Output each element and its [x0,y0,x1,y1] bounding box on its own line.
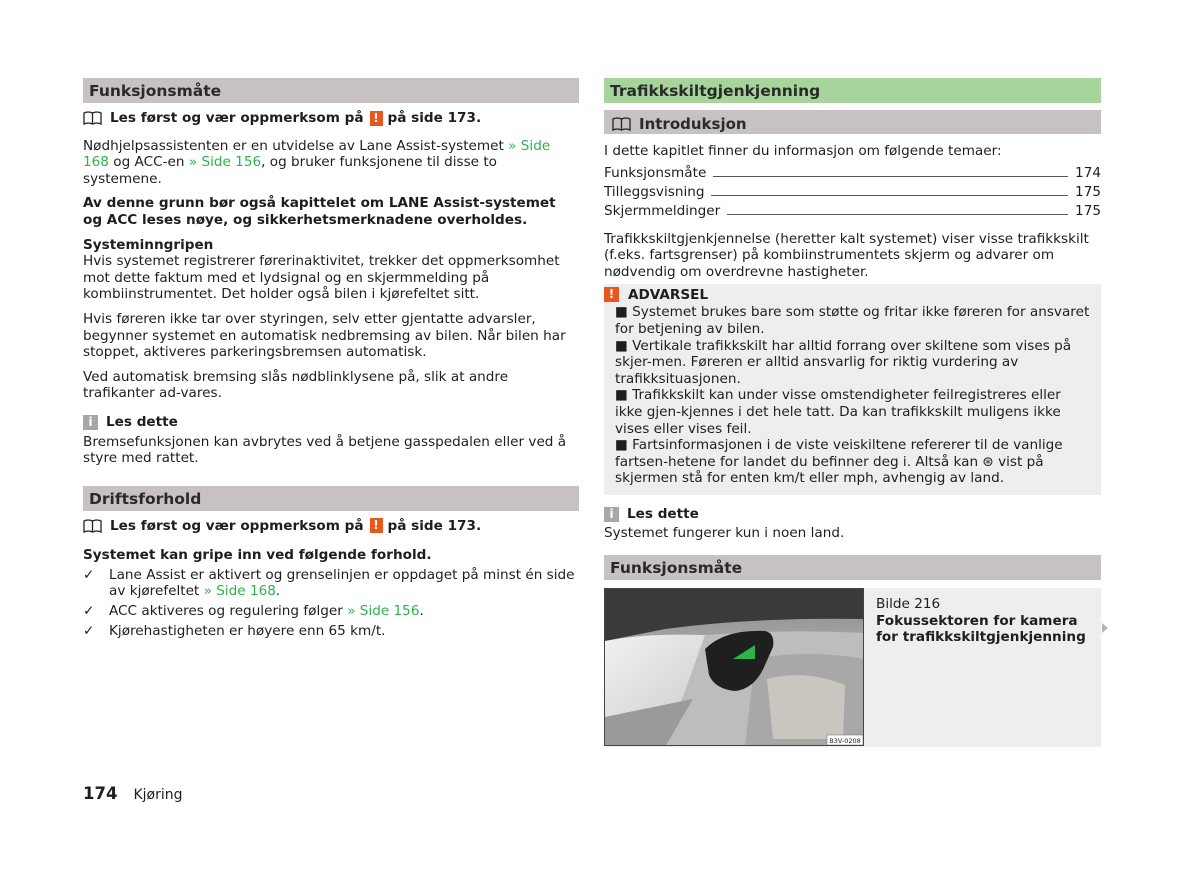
paragraph-intro: Nødhjelpsassistenten er en utvidelse av Lane Assist-systemet » Side 168 og ACC-en » Side 156, og bruker funksjonene til disse to systemene. [83,137,551,187]
warning-icon: ! [604,287,619,302]
section-heading-driftsforhold: Driftsforhold [83,486,579,511]
paragraph-bold-note: Av denne grunn bør også kapittelet om LANE Assist-systemet og ACC leses nøye, og sikkerhetsmerknadene overholdes. [83,195,556,228]
read-first-line-2 [83,518,579,535]
check-icon: ✓ [83,622,95,639]
chapter-name: Kjøring [133,787,183,803]
paragraph-conditions-intro: Systemet kan gripe inn ved følgende forhold. [83,547,432,564]
list-item: ✓ ACC aktiveres og regulering følger » Side 156. [83,603,424,620]
toc-row[interactable]: Tilleggsvisning 175 [604,184,1101,200]
read-first-line [83,110,579,127]
section-heading-funksjonsmate: Funksjonsmåte [83,78,579,103]
read-first-text: Les først og vær oppmerksom på [110,517,364,534]
note-heading: i Les dette [83,414,579,431]
warning-item: ■ Fartsinformasjonen i de viste veiskiltene refererer til de vanlige fartsen-hetene for landet du befinner deg i. Altså kan ⊛ vist på skjermen stå for enten km/t eller mph, avhengig av land. [615,437,1063,487]
read-first-text: Les først og vær oppmerksom på [110,110,364,126]
paragraph-systeminngripen: Hvis systemet registrerer førerinaktivitet, trekker det oppmerksomhet mot dette faktum med et lydsignal og en skjermmelding på kombiinstrumentet. Det holder også bilen i kjørefeltet sitt. [83,253,560,303]
intro-text: I dette kapitlet finner du informasjon om følgende temaer: [604,143,1002,159]
section-heading-trafikkskilt: Trafikkskiltgjenkjenning [604,78,1101,103]
conditions-list [83,567,579,639]
section-heading-funksjonsmate-2: Funksjonsmåte [604,555,1101,580]
warning-icon: ! [370,111,383,126]
subheading-introduksjon: Introduksjon [604,110,1101,134]
figure-caption-block [864,588,1101,747]
note-heading: i Les dette [604,506,1101,523]
paragraph-braking: Hvis føreren ikke tar over styringen, selv etter gjentatte advarsler, begynner systemet en automatisk nedbremsing av bilen. Når bilen har stoppet, aktiveres parkeringsbremsen automatisk. [83,310,566,361]
left-column [83,78,579,639]
figure-image [604,588,864,746]
link-side-168[interactable]: » Side 168 [203,583,276,600]
arrow-right-icon[interactable] [1102,623,1108,633]
figure-block [604,588,1101,747]
link-side-156[interactable]: » Side 156 [188,154,262,171]
warning-box [604,284,1101,495]
book-icon [83,111,102,125]
page-number: 174 [83,784,118,803]
list-item: ✓ Lane Assist er aktivert og grenselinjen er oppdaget på minst én side av kjørefeltet » Side 168. [83,566,575,600]
list-item: ✓ Kjørehastigheten er høyere enn 65 km/t. [83,622,386,639]
subheading-systeminngripen: Systeminngripen [83,236,214,253]
note-text: Bremsefunksjonen kan avbrytes ved å betjene gasspedalen eller ved å styre med rattet. [83,433,567,467]
link-side-168[interactable]: » Side 168 [83,137,551,171]
figure-code: B3V-0208 [829,737,861,746]
toc-row[interactable]: Funksjonsmåte 174 [604,165,1101,181]
book-icon [83,519,102,533]
figure-number: Bilde 216 [876,596,941,613]
check-icon: ✓ [83,566,95,583]
toc-row[interactable]: Skjermmeldinger 175 [604,203,1101,219]
note-text: Systemet fungerer kun i noen land. [604,524,845,541]
info-icon: i [604,507,619,522]
description-paragraph: Trafikkskiltgjenkjennelse (heretter kalt systemet) viser visse trafikkskilt (f.eks. fartsgrenser) på kombiinstrumentets skjerm og advarer om nødvendig om overdrevne hastigheter. [604,230,1089,280]
table-of-contents [604,163,1101,220]
check-icon: ✓ [83,603,95,620]
read-first-page: på side 173. [387,517,482,534]
warning-heading: ! ADVARSEL [604,284,1101,304]
read-first-page: på side 173. [387,110,482,126]
link-side-156[interactable]: » Side 156 [347,603,420,620]
figure-caption: Fokussektoren for kamera for trafikkskiltgjenkjenning [876,612,1086,646]
warning-item: ■ Systemet brukes bare som støtte og fritar ikke føreren for ansvaret for betjening av bilen. [615,304,1090,337]
warning-item: ■ Trafikkskilt kan under visse omstendigheter feilregistreres eller ikke gjen-kjennes i det hele tatt. Da kan trafikkskilt muligens ikke vises eller vises feil. [615,387,1061,437]
right-column [604,78,1101,747]
warning-item: ■ Vertikale trafikkskilt har alltid forrang over skiltene som vises på skjer-men. Føreren er alltid ansvarlig for riktig vurdering av trafikksituasjonen. [615,337,1072,387]
info-icon: i [83,415,98,430]
paragraph-hazard: Ved automatisk bremsing slås nødblinklysene på, slik at andre trafikanter ad-vares. [83,368,509,402]
warning-icon: ! [370,518,383,533]
page-footer [83,786,183,804]
book-icon [612,117,631,131]
car-interior-illustration [605,589,864,746]
